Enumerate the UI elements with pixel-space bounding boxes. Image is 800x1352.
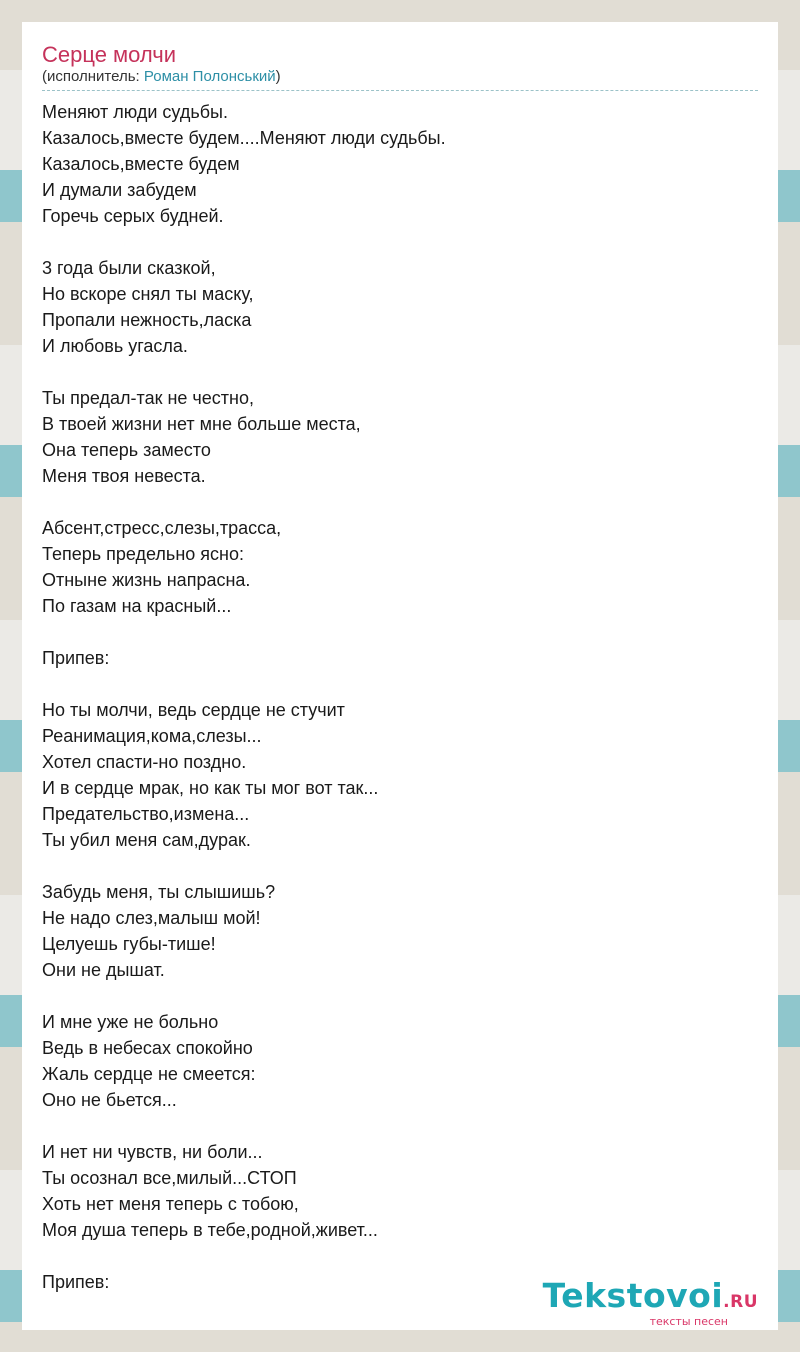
lyric-line: Целуешь губы-тише! <box>42 934 216 954</box>
lyric-line: Но ты молчи, ведь сердце не стучит <box>42 700 345 720</box>
lyric-line: И нет ни чувств, ни боли... <box>42 1142 263 1162</box>
artist-prefix: (исполнитель: <box>42 68 144 85</box>
lyric-line: 3 года были сказкой, <box>42 258 216 278</box>
lyric-line: Ты предал-так не честно, <box>42 388 254 408</box>
lyric-line: Ведь в небесах спокойно <box>42 1038 253 1058</box>
lyric-line: Припев: <box>42 1272 110 1292</box>
lyric-line: Меня твоя невеста. <box>42 466 206 486</box>
lyric-line: И думали забудем <box>42 180 197 200</box>
lyric-line: Забудь меня, ты слышишь? <box>42 882 276 902</box>
lyric-line: Предательство,измена... <box>42 804 250 824</box>
lyric-line <box>42 1113 758 1139</box>
lyric-line: И мне уже не больно <box>42 1012 219 1032</box>
lyric-line: И в сердце мрак, но как ты мог вот так... <box>42 778 379 798</box>
artist-suffix: ) <box>275 68 281 85</box>
lyric-line: Горечь серых будней. <box>42 206 224 226</box>
site-logo[interactable] <box>542 1276 758 1328</box>
lyric-line <box>42 619 758 645</box>
song-title: Серце молчи <box>42 42 177 67</box>
lyric-line: Хотел спасти-но поздно. <box>42 752 247 772</box>
lyric-line: Ты убил меня сам,дурак. <box>42 830 251 850</box>
lyric-line: В твоей жизни нет мне больше места, <box>42 414 361 434</box>
lyrics-text <box>42 99 758 1295</box>
lyric-line <box>42 853 758 879</box>
logo-name: Tekstovoi <box>542 1276 724 1315</box>
lyric-line: Ты осознал все,милый...СТОП <box>42 1168 297 1188</box>
lyric-line: Не надо слез,малыш мой! <box>42 908 261 928</box>
lyric-line <box>42 983 758 1009</box>
lyric-line <box>42 671 758 697</box>
lyrics-card <box>22 22 778 1330</box>
lyric-line: Моя душа теперь в тебе,родной,живет... <box>42 1220 378 1240</box>
lyric-line <box>42 229 758 255</box>
lyric-line <box>42 1243 758 1269</box>
logo-tld: .RU <box>723 1292 758 1312</box>
lyric-line: Казалось,вместе будем....Меняют люди судьбы. <box>42 128 446 148</box>
logo-wordmark <box>542 1276 758 1319</box>
lyric-line: Хоть нет меня теперь с тобою, <box>42 1194 299 1214</box>
artist-link[interactable]: Роман Полонський <box>143 68 276 85</box>
lyric-line: Она теперь заместо <box>42 440 211 460</box>
lyric-line: Абсент,стресс,слезы,трасса, <box>42 518 282 538</box>
lyric-line <box>42 489 758 515</box>
lyric-line: Меняют люди судьбы. <box>42 102 228 122</box>
artist-line <box>42 68 758 91</box>
lyric-line: Реанимация,кома,слезы... <box>42 726 262 746</box>
lyric-line: Теперь предельно ясно: <box>42 544 244 564</box>
lyric-line <box>42 359 758 385</box>
lyric-line: Пропали нежность,ласка <box>42 310 252 330</box>
logo-tagline: тексты песен <box>649 1315 728 1328</box>
lyric-line: И любовь угасла. <box>42 336 188 356</box>
lyric-line: Но вскоре снял ты маску, <box>42 284 254 304</box>
lyric-line: Отныне жизнь напрасна. <box>42 570 251 590</box>
lyric-line: По газам на красный... <box>42 596 232 616</box>
lyric-line: Припев: <box>42 648 110 668</box>
lyric-line: Казалось,вместе будем <box>42 154 240 174</box>
lyric-line: Они не дышат. <box>42 960 165 980</box>
lyric-line: Жаль сердце не смеется: <box>42 1064 256 1084</box>
lyric-line: Оно не бьется... <box>42 1090 177 1110</box>
